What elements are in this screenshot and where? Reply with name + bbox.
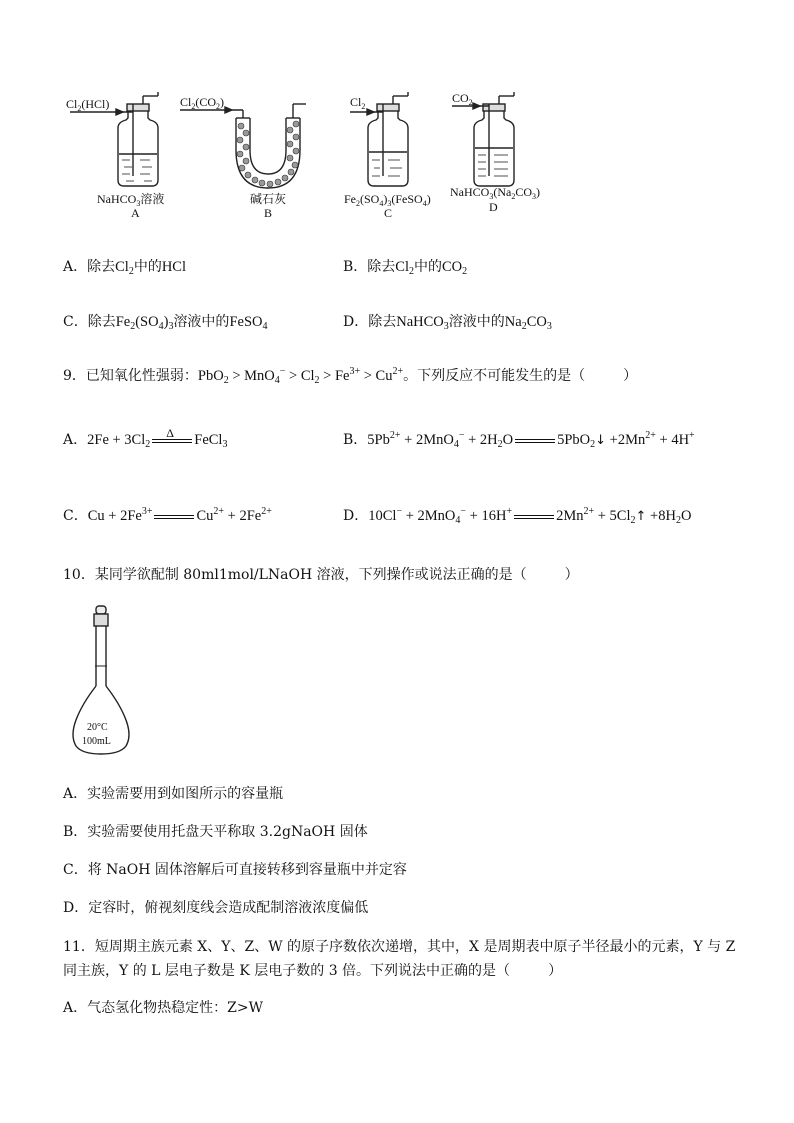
q10-option-d[interactable]: D．定容时，俯视刻度线会造成配制溶液浓度偏低 [63, 900, 369, 916]
q10-option-b[interactable]: B．实验需要使用托盘天平称取 3.2gNaOH 固体 [63, 824, 368, 840]
equals-sign [514, 515, 554, 519]
flask-volume: 100mL [82, 736, 111, 747]
q9-option-d[interactable]: D．10Cl− + 2MnO$_4$− + 16H+ $2Mn^{2+}$ + $5Cl_2↑ +8H_2O$ [343, 506, 692, 526]
q10-option-a[interactable]: A．实验需要用到如图所示的容量瓶 [63, 786, 284, 802]
apparatus-d-letter: D [489, 200, 498, 214]
q9-option-a[interactable]: A．$2Fe + 3Cl_2$ Δ FeCl$_3$ [63, 430, 227, 450]
apparatus-a-gas: $Cl_2(HCl)$ [66, 97, 110, 113]
apparatus-a-letter: A [131, 206, 140, 220]
apparatus-d-gas: $CO_2$ [452, 91, 473, 107]
q9-option-c[interactable]: C．$Cu + 2Fe^{3+}$ $Cu^{2+} + 2Fe^{2+}$ [63, 506, 272, 524]
apparatus-c-reagent: $Fe_2(SO_4)_3(FeSO_4)$ [344, 192, 431, 208]
q11-stem-line1: 11．短周期主族元素 X、Y、Z、W 的原子序数依次递增，其中，X 是周期表中原子半径最小的元素，Y 与 Z [63, 939, 736, 955]
apparatus-d [452, 92, 514, 186]
q8-option-d[interactable]: D．除去NaHCO$_3$溶液中的$Na_2CO_3$ [343, 314, 552, 332]
q8-option-b[interactable]: B．除去$Cl_2$中的$CO_2$ [343, 259, 468, 277]
q11-stem-line2: 同主族，Y 的 L 层电子数是 K 层电子数的 3 倍。下列说法中正确的是（ ） [63, 963, 563, 979]
flask-temperature: 20°C [87, 722, 108, 733]
q9-option-b[interactable]: B．$5Pb^{2+} + 2MnO_4^- + 2H_2O$ 5PbO$_2$↓ $+2Mn^{2+} + 4H^+$ [343, 430, 695, 450]
heat-equals-sign [152, 425, 192, 443]
equals-sign [154, 515, 194, 519]
apparatus-a-reagent: NaHCO$_3$溶液 [97, 192, 165, 208]
q8-option-a[interactable]: A．除去$Cl_2$中的HCl [63, 259, 186, 277]
apparatus-c-gas: $Cl_2$ [350, 95, 366, 111]
apparatus-b-letter: B [264, 206, 273, 220]
volumetric-flask-figure [58, 604, 148, 764]
apparatus-c-letter: C [384, 206, 393, 220]
q11-option-a[interactable]: A．气态氢化物热稳定性：Z>W [63, 1000, 263, 1016]
delta-symbol: Δ [166, 425, 174, 440]
gas-purification-figure [0, 0, 794, 230]
q10-option-c[interactable]: C．将 NaOH 固体溶解后可直接转移到容量瓶中并定容 [63, 862, 407, 878]
apparatus-b-reagent: 碱石灰 [250, 192, 287, 206]
apparatus-b-gas: $Cl_2(CO_2)$ [180, 95, 225, 111]
equals-sign [515, 439, 555, 443]
apparatus-d-reagent: $NaHCO_3(Na_2CO_3)$ [450, 185, 540, 201]
q9-stem: 9．已知氧化性强弱：$PbO_2 > MnO_4^- > Cl_2 > Fe^{3+} > Cu^{2+}$。下列反应不可能发生的是（ ） [63, 366, 638, 386]
q10-stem: 10．某同学欲配制 80ml1mol/LNaOH 溶液，下列操作或说法正确的是（ ） [63, 567, 579, 583]
apparatus-b [180, 104, 306, 188]
q8-option-c[interactable]: C．除去$Fe_2(SO_4)_3$溶液中的FeSO$_4$ [63, 314, 268, 332]
